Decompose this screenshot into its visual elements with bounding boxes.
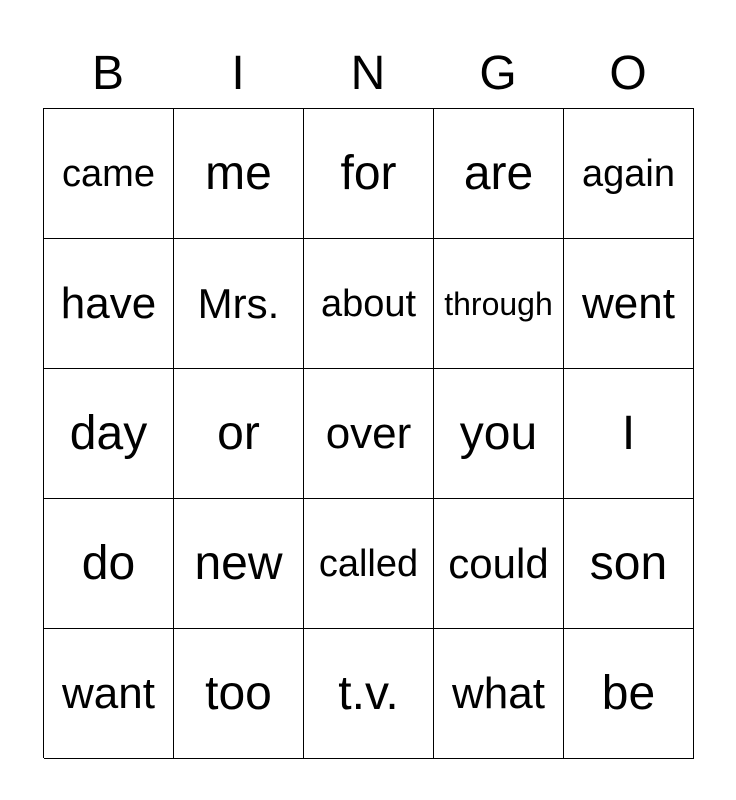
- header-letter-b: B: [91, 47, 124, 100]
- bingo-cell: t.v.: [304, 629, 434, 759]
- header-letter-n: N: [350, 47, 386, 100]
- bingo-cell: too: [174, 629, 304, 759]
- bingo-cell: be: [564, 629, 694, 759]
- bingo-cell: for: [304, 109, 434, 239]
- bingo-cell: through: [434, 239, 564, 369]
- bingo-cell: Mrs.: [174, 239, 304, 369]
- bingo-cell: want: [44, 629, 174, 759]
- bingo-cell: called: [304, 499, 434, 629]
- bingo-card-grid: [43, 108, 694, 758]
- bingo-cell: do: [44, 499, 174, 629]
- bingo-cell: what: [434, 629, 564, 759]
- bingo-cell: new: [174, 499, 304, 629]
- bingo-cell: went: [564, 239, 694, 369]
- bingo-cell: me: [174, 109, 304, 239]
- header-letter-g: G: [479, 47, 517, 100]
- bingo-header: [43, 40, 693, 108]
- bingo-cell: have: [44, 239, 174, 369]
- bingo-cell: son: [564, 499, 694, 629]
- bingo-cell: or: [174, 369, 304, 499]
- header-letter-i: I: [231, 47, 245, 100]
- bingo-cell: you: [434, 369, 564, 499]
- bingo-cell: again: [564, 109, 694, 239]
- bingo-cell: over: [304, 369, 434, 499]
- bingo-cell: day: [44, 369, 174, 499]
- bingo-cell: I: [564, 369, 694, 499]
- header-letter-o: O: [609, 47, 647, 100]
- bingo-cell: came: [44, 109, 174, 239]
- bingo-cell: could: [434, 499, 564, 629]
- bingo-cell: about: [304, 239, 434, 369]
- bingo-cell: are: [434, 109, 564, 239]
